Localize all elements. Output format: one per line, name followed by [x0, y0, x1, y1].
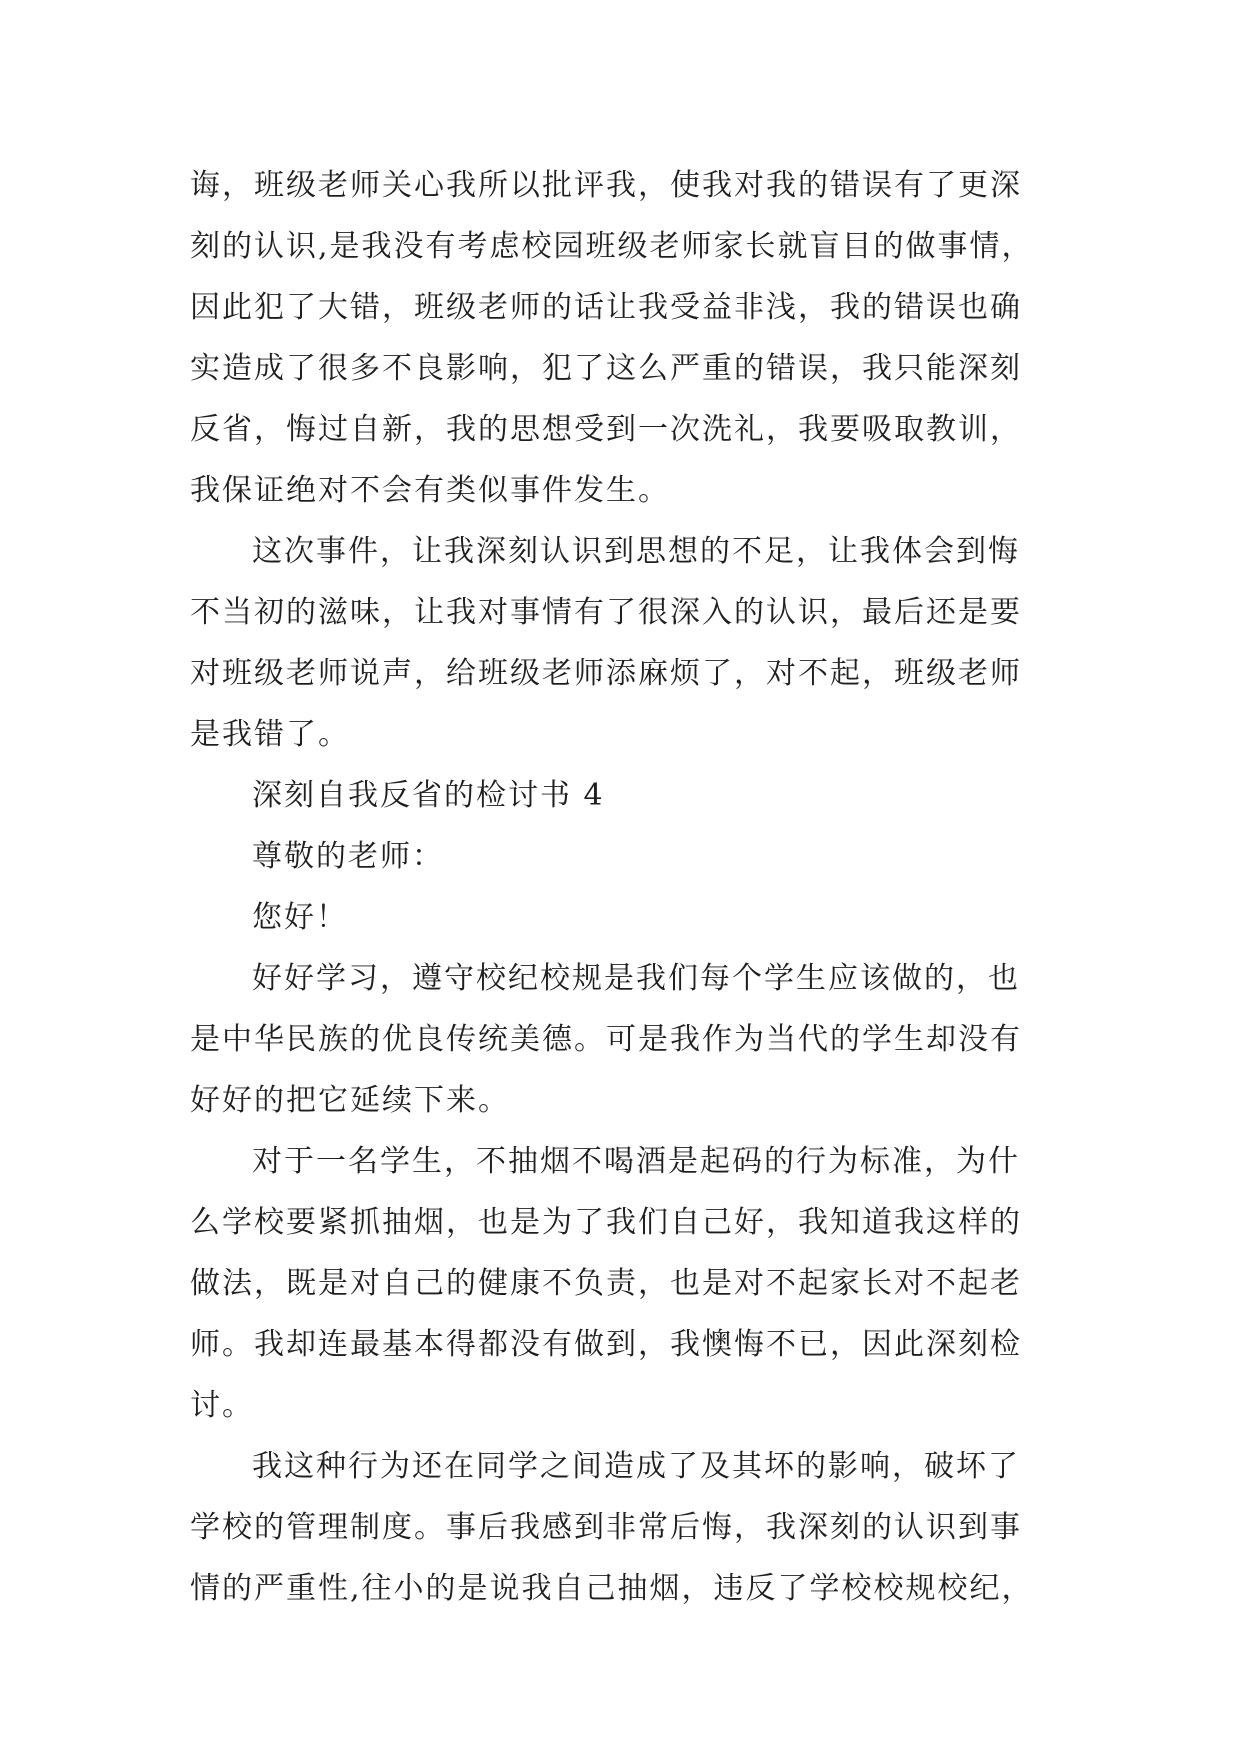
text-line: 是我错了。 [190, 717, 350, 752]
text-line: 对班级老师说声，给班级老师添麻烦了，对不起，班级老师 [190, 656, 1022, 691]
text-line: 我保证绝对不会有类似事件发生。 [190, 473, 670, 508]
text-line: 您好！ [252, 900, 348, 935]
text-line: 这次事件，让我深刻认识到思想的不足，让我体会到悔 [252, 534, 1020, 569]
text-line: 因此犯了大错，班级老师的话让我受益非浅，我的错误也确 [190, 290, 1022, 325]
text-line: 好好的把它延续下来。 [190, 1083, 510, 1118]
text-line: 讨。 [190, 1388, 254, 1423]
text-line: 么学校要紧抓抽烟，也是为了我们自己好，我知道我这样的 [190, 1205, 1022, 1240]
text-line: 尊敬的老师： [252, 839, 444, 874]
text-line: 是中华民族的优良传统美德。可是我作为当代的学生却没有 [190, 1022, 1022, 1057]
text-line: 实造成了很多不良影响，犯了这么严重的错误，我只能深刻 [190, 351, 1022, 386]
text-line: 做法，既是对自己的健康不负责，也是对不起家长对不起老 [190, 1266, 1022, 1301]
text-line: 不当初的滋味，让我对事情有了很深入的认识，最后还是要 [190, 595, 1022, 630]
text-line: 学校的管理制度。事后我感到非常后悔，我深刻的认识到事 [190, 1510, 1022, 1545]
text-line: 师。我却连最基本得都没有做到，我懊悔不已，因此深刻检 [190, 1327, 1022, 1362]
text-line: 情的严重性,往小的是说我自己抽烟，违反了学校校规校纪， [190, 1571, 1034, 1606]
text-line: 刻的认识,是我没有考虑校园班级老师家长就盲目的做事情， [190, 229, 1034, 264]
text-line: 好好学习，遵守校纪校规是我们每个学生应该做的，也 [252, 961, 1020, 996]
text-line: 我这种行为还在同学之间造成了及其坏的影响，破坏了 [252, 1449, 1020, 1484]
document-body [190, 155, 1090, 1619]
text-line: 对于一名学生，不抽烟不喝酒是起码的行为标准，为什 [252, 1144, 1020, 1179]
text-line: 诲，班级老师关心我所以批评我，使我对我的错误有了更深 [190, 168, 1022, 203]
text-line: 反省，悔过自新，我的思想受到一次洗礼，我要吸取教训， [190, 412, 1022, 447]
text-line: 深刻自我反省的检讨书 4 [252, 778, 605, 813]
